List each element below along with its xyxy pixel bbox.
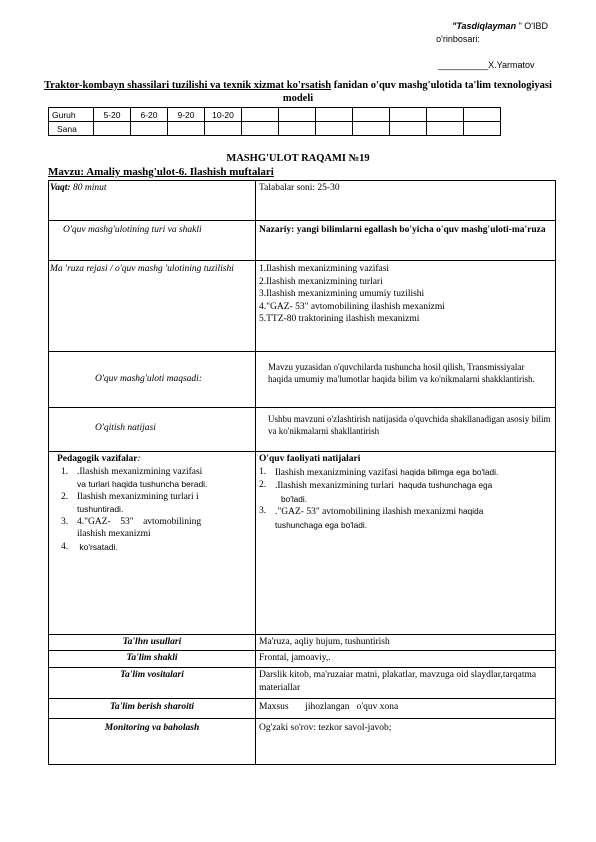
group-cell [427,108,464,122]
list-item: 3. 4."GAZ- 53" avtomobilining ilashish mexanizmi [61,516,202,539]
group-cell: 9-20 [168,108,205,122]
date-cell [427,122,464,136]
learning-outcomes-list [259,466,555,532]
pedagogical-tasks [57,453,253,553]
date-cell [353,122,390,136]
lesson-goal-label: O'quv mashg'uloti maqsadi: [95,374,202,384]
group-date-table [48,107,501,136]
row-divider [49,351,555,352]
date-cell [131,122,168,136]
document-title: Traktor-kombayn shassilari tuzilishi va texnik xizmat ko'rsatish fanidan o'quv mashg'ulotida ta'lim texnologiyasi modeli [44,80,552,104]
methods-value: Ma'ruza, aqliy hujum, tushuntirish [259,637,390,647]
list-item: 1. .Ilashish mexanizmining vazifasi va turlari haqida tushuncha beradi. [61,466,208,489]
row-divider [49,718,555,719]
row-divider [49,634,555,635]
date-cell [168,122,205,136]
form-label: Ta'lim shakli [126,653,178,663]
list-item: 1. Ilashish mexanizmining vazifasi haqida bilimga ega bo'ladi. [259,466,499,478]
row-divider [49,667,555,668]
list-item: 2. .Ilashish mexanizmining turlari haquda tushunchaga ega bo'ladi. [259,480,493,504]
date-row [49,122,501,136]
students-count: Talabalar soni: 25-30 [259,183,340,193]
group-cell [390,108,427,122]
lesson-number: MASHG'ULOT RAQAMI №19 [226,153,370,164]
time-cell: Vaqt: 80 minut [50,183,107,193]
plan-item: 3.Ilashish mexanizmining umumiy tuzilishi [259,289,425,299]
group-cell [316,108,353,122]
plan-item: 5.TTZ-80 traktorining ilashish mexanizmi [259,314,420,324]
teaching-result-label: O'qitish natijasi [95,423,156,433]
lecture-plan-list [259,263,549,326]
approval-block [436,20,548,72]
approval-line-1: "Tasdiqlayman " O'IBD [452,21,548,31]
list-item: 2. Ilashish mexanizmining turlari i tushuntiradi. [61,491,199,514]
conditions-label: Ta'lim berish sharoiti [109,702,195,712]
column-divider [255,181,256,765]
date-cell [316,122,353,136]
list-item: 4. ko'rsatadi. [61,541,118,552]
monitoring-value: Og'zaki so'rov: tezkor savol-javob; [259,723,392,733]
group-cell [242,108,279,122]
date-cell [279,122,316,136]
form-value: Frontal, jamoaviy,. [259,653,331,663]
date-cell: Sana [49,122,94,136]
date-cell [205,122,242,136]
row-divider [49,650,555,651]
group-cell [464,108,501,122]
lesson-plan-table [48,180,556,765]
group-cell: Guruh [49,108,94,122]
date-cell [390,122,427,136]
lesson-topic: Mavzu: Amaliy mashg'ulot-6. Ilashish muftalari [48,166,274,178]
group-row [49,108,501,122]
date-cell [94,122,131,136]
approval-line-2: o'rinbosari: [436,34,480,44]
methods-label: Ta'lhn usullari [122,637,182,647]
row-divider [49,220,555,221]
plan-item: 2.Ilashish mexanizmining turlari [259,276,383,287]
group-cell: 6-20 [131,108,168,122]
pedagogical-tasks-title: Pedagogik vazifalar: [57,454,141,464]
plan-item: 1.Ilashish mexanizmining vazifasi [259,264,390,274]
lesson-goal-value: Mavzu yuzasidan o'quvchilarda tushuncha hosil qilish, Transmissiyalar haqida umumiy ma'lumotlar haqida bilim va ko'nikmalarni shakklantirish. [268,362,535,384]
list-item: 3. ."GAZ- 53" avtomobilining ilashish mexanizmi haqida tushunchaga ega bo'ladi. [259,506,484,530]
pedagogical-tasks-list [57,466,253,554]
conditions-value: Maxsus jihozlangan o'quv xona [259,702,399,712]
tools-label: Ta'lim vositalari [120,670,184,680]
learning-outcomes [259,453,555,531]
lesson-type-label: O'quv mashg'ulotining turi va shakli [63,225,202,235]
lesson-type-value: Nazariy: yangi bilimlarni egallash bo'yicha o'quv mashg'uloti-ma'ruza [259,225,546,235]
teaching-result-value: Ushbu mavzuni o'zlashtirish natijasida o'quvchida shakllanadigan asosiy bilim va ko'nikmalarni shakllantirish [268,414,551,436]
learning-outcomes-title: O'quv faoliyati natijalari [259,454,361,464]
group-cell: 5-20 [94,108,131,122]
tools-value: Darslik kitob, ma'ruzaiar matni, plakatlar, mavzuga oid slaydlar,tarqatma materiallar [259,670,537,693]
group-cell [353,108,390,122]
lecture-plan-label: Ma 'ruza rejasi / o'quv mashg 'ulotining tuzilishi [50,264,234,274]
group-cell: 10-20 [205,108,242,122]
date-cell [242,122,279,136]
row-divider [49,407,555,408]
row-divider [49,260,555,261]
group-cell [279,108,316,122]
plan-item: 4."GAZ- 53" avtomobilining ilashish mexanizmi [259,301,445,312]
row-divider [49,451,555,452]
approval-signature: __________X.Yarmatov [438,60,535,70]
date-cell [464,122,501,136]
monitoring-label: Monitoring va baholash [104,723,200,733]
row-divider [49,698,555,699]
